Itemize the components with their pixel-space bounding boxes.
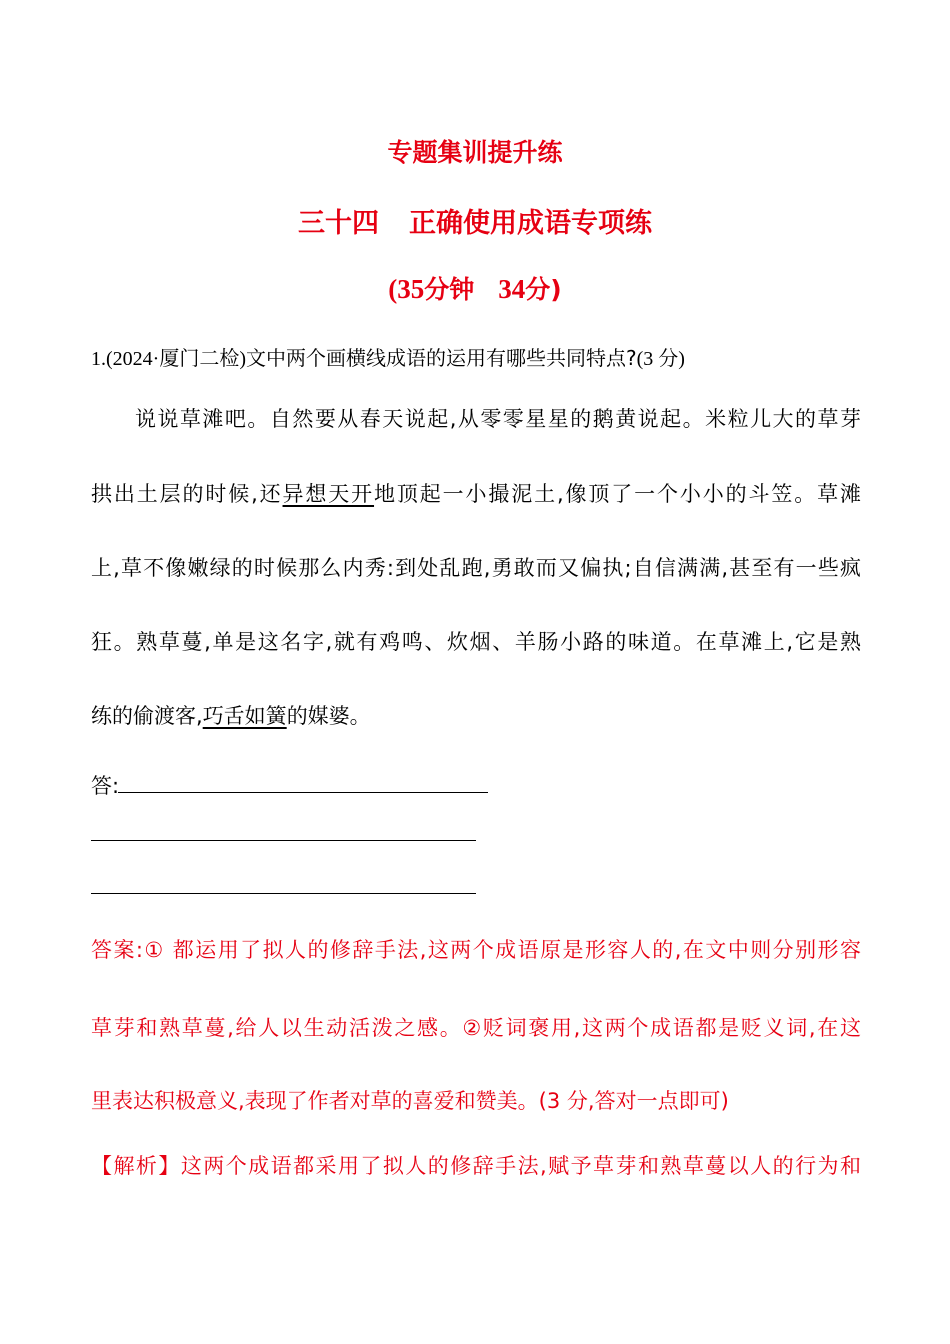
passage-text: 练的偷渡客, bbox=[91, 704, 203, 728]
time-unit: 分钟 bbox=[424, 275, 475, 304]
question-number: 1. bbox=[91, 348, 106, 370]
section-number: 三十四 bbox=[298, 208, 379, 239]
time-score-info bbox=[0, 270, 950, 306]
underlined-idiom-2: 巧舌如簧 bbox=[202, 704, 287, 728]
answer-key-line-2: 草芽和熟草蔓,给人以生动活泼之感。②贬词褒用,这两个成语都是贬义词,在这 bbox=[91, 1016, 861, 1040]
passage-line-1: 说说草滩吧。自然要从春天说起,从零零星星的鹅黄说起。米粒儿大的草芽 bbox=[135, 407, 861, 431]
answer-label: 答: bbox=[91, 774, 120, 798]
answer-blank-line-2[interactable] bbox=[91, 840, 476, 841]
passage-text: 的媒婆。 bbox=[286, 704, 371, 728]
passage-line-5 bbox=[91, 679, 861, 753]
time-value: (35 bbox=[388, 274, 425, 304]
question-source: (2024·厦门二检) bbox=[106, 348, 246, 370]
answer-blank-line-3[interactable] bbox=[91, 893, 476, 894]
passage-text: 地顶起一小撮泥土,像顶了一个小小的斗笠。草滩 bbox=[374, 482, 862, 506]
passage-line-2 bbox=[91, 457, 861, 531]
passage-line-4: 狂。熟草蔓,单是这名字,就有鸡鸣、炊烟、羊肠小路的味道。在草滩上,它是熟 bbox=[91, 630, 861, 654]
analysis-text: 这两个成语都采用了拟人的修辞手法,赋予草芽和熟草蔓以人的行为和 bbox=[180, 1154, 861, 1178]
section-title bbox=[0, 201, 950, 240]
passage-line-3: 上,草不像嫩绿的时候那么内秀:到处乱跑,勇敢而又偏执;自信满满,甚至有一些疯 bbox=[91, 556, 861, 580]
question-score: (3 分) bbox=[636, 348, 685, 370]
analysis-tag: 【解析】 bbox=[91, 1154, 181, 1178]
answer-key-line-1: 答案:① 都运用了拟人的修辞手法,这两个成语原是形容人的,在文中则分别形容 bbox=[91, 938, 861, 962]
question-text: 文中两个画横线成语的运用有哪些共同特点? bbox=[245, 346, 637, 370]
score-value: 34 bbox=[498, 274, 526, 304]
score-unit: 分) bbox=[525, 275, 562, 304]
series-title: 专题集训提升练 bbox=[387, 138, 563, 167]
answer-blank-line-1[interactable] bbox=[118, 792, 488, 793]
passage-text: 拱出土层的时候,还 bbox=[91, 482, 283, 506]
answer-key-line-3: 里表达积极意义,表现了作者对草的喜爱和赞美。(3 分,答对一点即可) bbox=[91, 1089, 729, 1113]
analysis-line bbox=[91, 1150, 861, 1180]
section-name: 正确使用成语专项练 bbox=[409, 208, 652, 239]
underlined-idiom-1: 异想天开 bbox=[282, 482, 375, 506]
question-1 bbox=[91, 342, 685, 371]
